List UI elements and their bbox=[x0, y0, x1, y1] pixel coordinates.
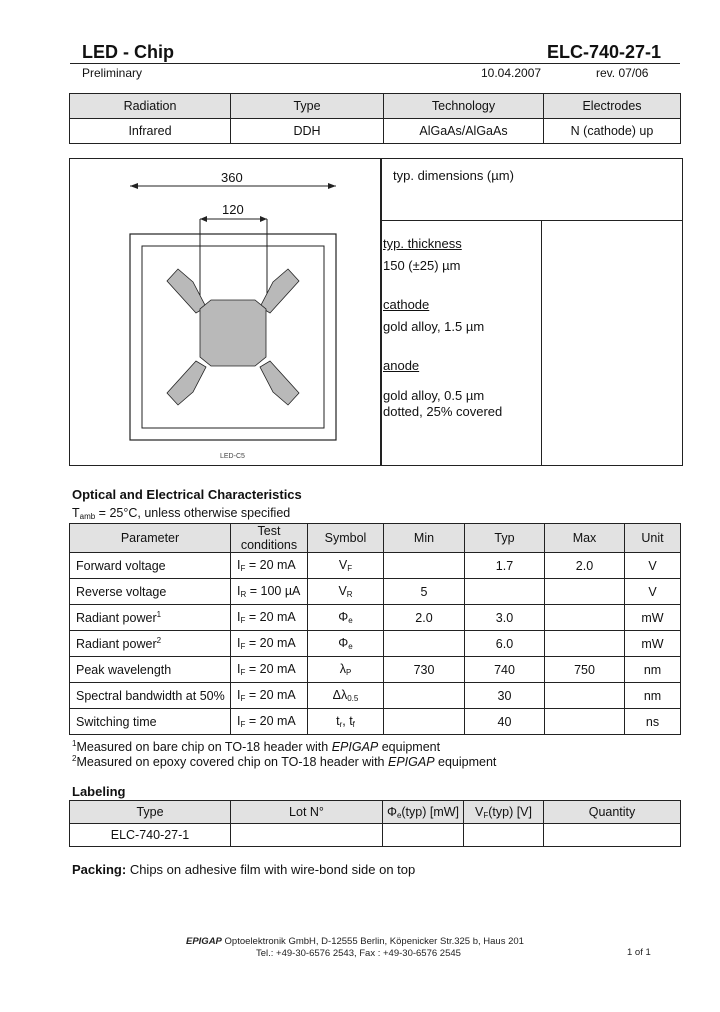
footer-phone: Tel.: +49-30-6576 2543, Fax : +49-30-6576 2545 bbox=[256, 948, 461, 959]
condition-sub: F bbox=[240, 642, 246, 651]
unit-cell: ns bbox=[625, 709, 681, 735]
min-cell: 730 bbox=[384, 657, 465, 683]
table-row bbox=[70, 709, 681, 735]
symbol-sub: 0.5 bbox=[347, 694, 359, 703]
condition-var: I bbox=[237, 610, 241, 624]
unit-cell: nm bbox=[625, 683, 681, 709]
condition-sub: F bbox=[240, 720, 246, 729]
symbol: Φ bbox=[338, 610, 349, 624]
param-name: Radiant power bbox=[76, 611, 157, 626]
condition-cell bbox=[231, 683, 308, 709]
footnote-2-text: Measured on epoxy covered chip on TO-18 header with bbox=[76, 755, 388, 770]
symbol-sub: e bbox=[348, 616, 353, 625]
typ-cell: 40 bbox=[465, 709, 545, 735]
dim-inner-arrow-left bbox=[200, 216, 207, 222]
footer-brand: EPIGAP bbox=[186, 936, 222, 947]
summary-value-technology: AlGaAs/AlGaAs bbox=[384, 119, 544, 144]
condition-sub: amb bbox=[79, 512, 96, 521]
condition-sub: F bbox=[240, 694, 246, 703]
footnote-2 bbox=[72, 754, 496, 769]
condition-value: = 20 mA bbox=[245, 558, 296, 572]
optical-table-body bbox=[70, 553, 681, 735]
dimensions-divider-v bbox=[541, 220, 542, 465]
anode-label: anode bbox=[383, 358, 420, 373]
condition-var: I bbox=[237, 558, 241, 572]
pad-center bbox=[200, 300, 266, 366]
condition-cell bbox=[231, 657, 308, 683]
table-row bbox=[70, 579, 681, 605]
label-col-vf-sym: V bbox=[475, 804, 484, 819]
cathode-value: gold alloy, 1.5 µm bbox=[383, 319, 485, 334]
symbol: t bbox=[336, 714, 340, 728]
table-row bbox=[70, 657, 681, 683]
condition-sub: F bbox=[240, 616, 246, 625]
max-cell bbox=[545, 605, 625, 631]
condition-cell bbox=[231, 709, 308, 735]
footnote-1-brand: EPIGAP bbox=[331, 740, 379, 755]
footnote-2-brand: EPIGAP bbox=[387, 755, 435, 770]
max-cell bbox=[545, 683, 625, 709]
table-row bbox=[70, 553, 681, 579]
label-col-phi-rest: (typ) [mW] bbox=[401, 804, 460, 819]
dim-outer-arrow-right bbox=[328, 183, 336, 189]
footnote-1 bbox=[72, 739, 440, 754]
summary-header-electrodes: Electrodes bbox=[544, 94, 681, 119]
symbol-cell bbox=[308, 657, 384, 683]
packing-text: Chips on adhesive film with wire-bond side on top bbox=[129, 862, 416, 877]
table-row bbox=[70, 605, 681, 631]
dimensions-divider-h bbox=[381, 220, 682, 221]
min-cell: 5 bbox=[384, 579, 465, 605]
param-name: Reverse voltage bbox=[76, 585, 167, 600]
param-name: Spectral bandwidth at 50% bbox=[76, 689, 225, 704]
typ-cell: 30 bbox=[465, 683, 545, 709]
unit-cell: mW bbox=[625, 631, 681, 657]
col-test-line1: Test bbox=[257, 524, 281, 538]
pad-arm-bottom-left bbox=[167, 361, 206, 405]
anode-value-2: dotted, 25% covered bbox=[383, 404, 503, 419]
param-footnote: 2 bbox=[156, 635, 162, 645]
col-max: Max bbox=[545, 524, 625, 553]
doc-date: 10.04.2007 bbox=[481, 66, 542, 80]
symbol: V bbox=[338, 584, 347, 598]
symbol-2: , t bbox=[342, 714, 353, 728]
symbol-sub: F bbox=[347, 564, 353, 573]
summary-table bbox=[69, 93, 681, 144]
condition-cell bbox=[231, 605, 308, 631]
symbol-cell bbox=[308, 709, 384, 735]
condition-var: T bbox=[72, 506, 80, 520]
param-name: Peak wavelength bbox=[76, 663, 172, 678]
max-cell: 2.0 bbox=[545, 553, 625, 579]
optical-section-title: Optical and Electrical Characteristics bbox=[72, 487, 302, 502]
label-row-lot bbox=[231, 824, 383, 847]
symbol: V bbox=[338, 558, 348, 572]
part-number: ELC-740-27-1 bbox=[547, 42, 662, 62]
label-col-phi-sub: e bbox=[396, 810, 402, 820]
condition-value: = 20 mA bbox=[245, 636, 296, 650]
param-name: Radiant power bbox=[76, 637, 157, 652]
condition-var: I bbox=[237, 636, 241, 650]
dimensions-box bbox=[380, 158, 683, 466]
param-cell bbox=[70, 657, 231, 683]
param-cell bbox=[70, 553, 231, 579]
dimensions-title: typ. dimensions (µm) bbox=[393, 168, 514, 183]
typ-cell: 6.0 bbox=[465, 631, 545, 657]
symbol-cell bbox=[308, 579, 384, 605]
unit-cell: V bbox=[625, 579, 681, 605]
dim-inner-label: 120 bbox=[222, 202, 244, 217]
label-col-vf bbox=[464, 801, 544, 824]
col-typ: Typ bbox=[465, 524, 545, 553]
product-title: LED - Chip bbox=[82, 42, 174, 62]
condition-value: = 20 mA bbox=[245, 610, 296, 624]
param-footnote: 1 bbox=[156, 609, 162, 619]
min-cell bbox=[384, 553, 465, 579]
summary-value-radiation: Infrared bbox=[70, 119, 231, 144]
condition-value: = 20 mA bbox=[245, 662, 296, 676]
label-col-type: Type bbox=[70, 801, 231, 824]
max-cell bbox=[545, 631, 625, 657]
symbol-sub: P bbox=[345, 668, 352, 677]
col-min: Min bbox=[384, 524, 465, 553]
condition-value: = 100 µA bbox=[246, 584, 301, 598]
condition-value: = 20 mA bbox=[245, 688, 296, 702]
typ-cell: 1.7 bbox=[465, 553, 545, 579]
symbol-cell bbox=[308, 553, 384, 579]
summary-value-electrodes: N (cathode) up bbox=[544, 119, 681, 144]
condition-var: I bbox=[237, 714, 241, 728]
symbol-cell bbox=[308, 631, 384, 657]
dim-outer-label: 360 bbox=[221, 170, 243, 185]
footnote-2-tail: equipment bbox=[434, 755, 497, 770]
condition-var: I bbox=[237, 662, 241, 676]
condition-cell bbox=[231, 631, 308, 657]
summary-header-radiation: Radiation bbox=[70, 94, 231, 119]
status-label: Preliminary bbox=[82, 66, 143, 80]
condition-sub: F bbox=[240, 564, 246, 573]
label-row-vf bbox=[464, 824, 544, 847]
condition-var: I bbox=[237, 584, 241, 598]
col-symbol: Symbol bbox=[308, 524, 384, 553]
footer-line1: Optoelektronik GmbH, D-12555 Berlin, Köpenicker Str.325 b, Haus 201 bbox=[221, 936, 524, 947]
min-cell bbox=[384, 631, 465, 657]
max-cell bbox=[545, 579, 625, 605]
footnote-1-tail: equipment bbox=[378, 740, 441, 755]
typ-cell: 740 bbox=[465, 657, 545, 683]
label-col-quantity: Quantity bbox=[544, 801, 681, 824]
col-test-conditions bbox=[231, 524, 308, 553]
unit-cell: mW bbox=[625, 605, 681, 631]
condition-sub: F bbox=[240, 668, 246, 677]
optical-table bbox=[69, 523, 681, 735]
labeling-title: Labeling bbox=[72, 784, 126, 799]
thickness-value: 150 (±25) µm bbox=[383, 258, 461, 273]
symbol-cell bbox=[308, 683, 384, 709]
summary-header-technology: Technology bbox=[384, 94, 544, 119]
label-col-phi bbox=[383, 801, 464, 824]
dim-outer-arrow-left bbox=[130, 183, 138, 189]
symbol: Φ bbox=[338, 636, 349, 650]
typ-cell bbox=[465, 579, 545, 605]
min-cell: 2.0 bbox=[384, 605, 465, 631]
symbol-sub: r bbox=[339, 720, 343, 729]
doc-revision: rev. 07/06 bbox=[596, 66, 649, 80]
pad-arm-top-right bbox=[260, 269, 299, 313]
condition-var: I bbox=[237, 688, 241, 702]
condition-cell bbox=[231, 553, 308, 579]
symbol-sub: e bbox=[348, 642, 353, 651]
param-cell bbox=[70, 605, 231, 631]
footer-address bbox=[186, 936, 524, 947]
condition-cell bbox=[231, 579, 308, 605]
param-cell bbox=[70, 631, 231, 657]
label-col-lot: Lot N° bbox=[231, 801, 383, 824]
col-unit: Unit bbox=[625, 524, 681, 553]
drawing-label: LED-C5 bbox=[220, 453, 245, 460]
param-cell bbox=[70, 579, 231, 605]
unit-cell: V bbox=[625, 553, 681, 579]
unit-cell: nm bbox=[625, 657, 681, 683]
symbol-sub: R bbox=[346, 590, 353, 599]
footnote-1-mark: 1 bbox=[72, 739, 77, 748]
footnote-2-mark: 2 bbox=[72, 754, 77, 763]
col-test-line2: conditions bbox=[240, 538, 298, 552]
col-parameter: Parameter bbox=[70, 524, 231, 553]
param-name: Forward voltage bbox=[76, 559, 166, 574]
thickness-label: typ. thickness bbox=[383, 236, 462, 251]
condition-value: = 20 mA bbox=[245, 714, 296, 728]
param-cell bbox=[70, 709, 231, 735]
label-row-quantity bbox=[544, 824, 681, 847]
summary-value-type: DDH bbox=[231, 119, 384, 144]
summary-header-type: Type bbox=[231, 94, 384, 119]
table-row bbox=[70, 683, 681, 709]
packing-label: Packing: bbox=[72, 862, 127, 877]
table-row bbox=[70, 631, 681, 657]
packing-line bbox=[72, 862, 415, 877]
label-col-vf-sub: F bbox=[483, 810, 489, 820]
label-row-type: ELC-740-27-1 bbox=[70, 824, 231, 847]
condition-sub: R bbox=[240, 590, 247, 599]
label-row-phi bbox=[383, 824, 464, 847]
max-cell bbox=[545, 709, 625, 735]
param-cell bbox=[70, 683, 231, 709]
optical-condition bbox=[72, 506, 290, 521]
chip-drawing-box bbox=[69, 158, 382, 466]
header-rule bbox=[70, 63, 680, 64]
labeling-table bbox=[69, 800, 681, 847]
label-col-phi-sym: Φ bbox=[386, 804, 397, 819]
symbol-cell bbox=[308, 605, 384, 631]
min-cell bbox=[384, 683, 465, 709]
pad-arm-bottom-right bbox=[260, 361, 299, 405]
symbol-2-sub: f bbox=[352, 720, 355, 729]
condition-rest: = 25°C, unless otherwise specified bbox=[95, 506, 291, 520]
footer-page: 1 of 1 bbox=[627, 947, 651, 958]
typ-cell: 3.0 bbox=[465, 605, 545, 631]
min-cell bbox=[384, 709, 465, 735]
label-col-vf-rest: (typ) [V] bbox=[488, 804, 532, 819]
symbol: Δλ bbox=[332, 688, 348, 702]
symbol: λ bbox=[339, 662, 346, 676]
param-name: Switching time bbox=[76, 715, 157, 730]
footnote-1-text: Measured on bare chip on TO-18 header with bbox=[76, 740, 332, 755]
max-cell: 750 bbox=[545, 657, 625, 683]
cathode-label: cathode bbox=[383, 297, 430, 312]
dim-inner-arrow-right bbox=[260, 216, 267, 222]
anode-value-1: gold alloy, 0.5 µm bbox=[383, 388, 485, 403]
